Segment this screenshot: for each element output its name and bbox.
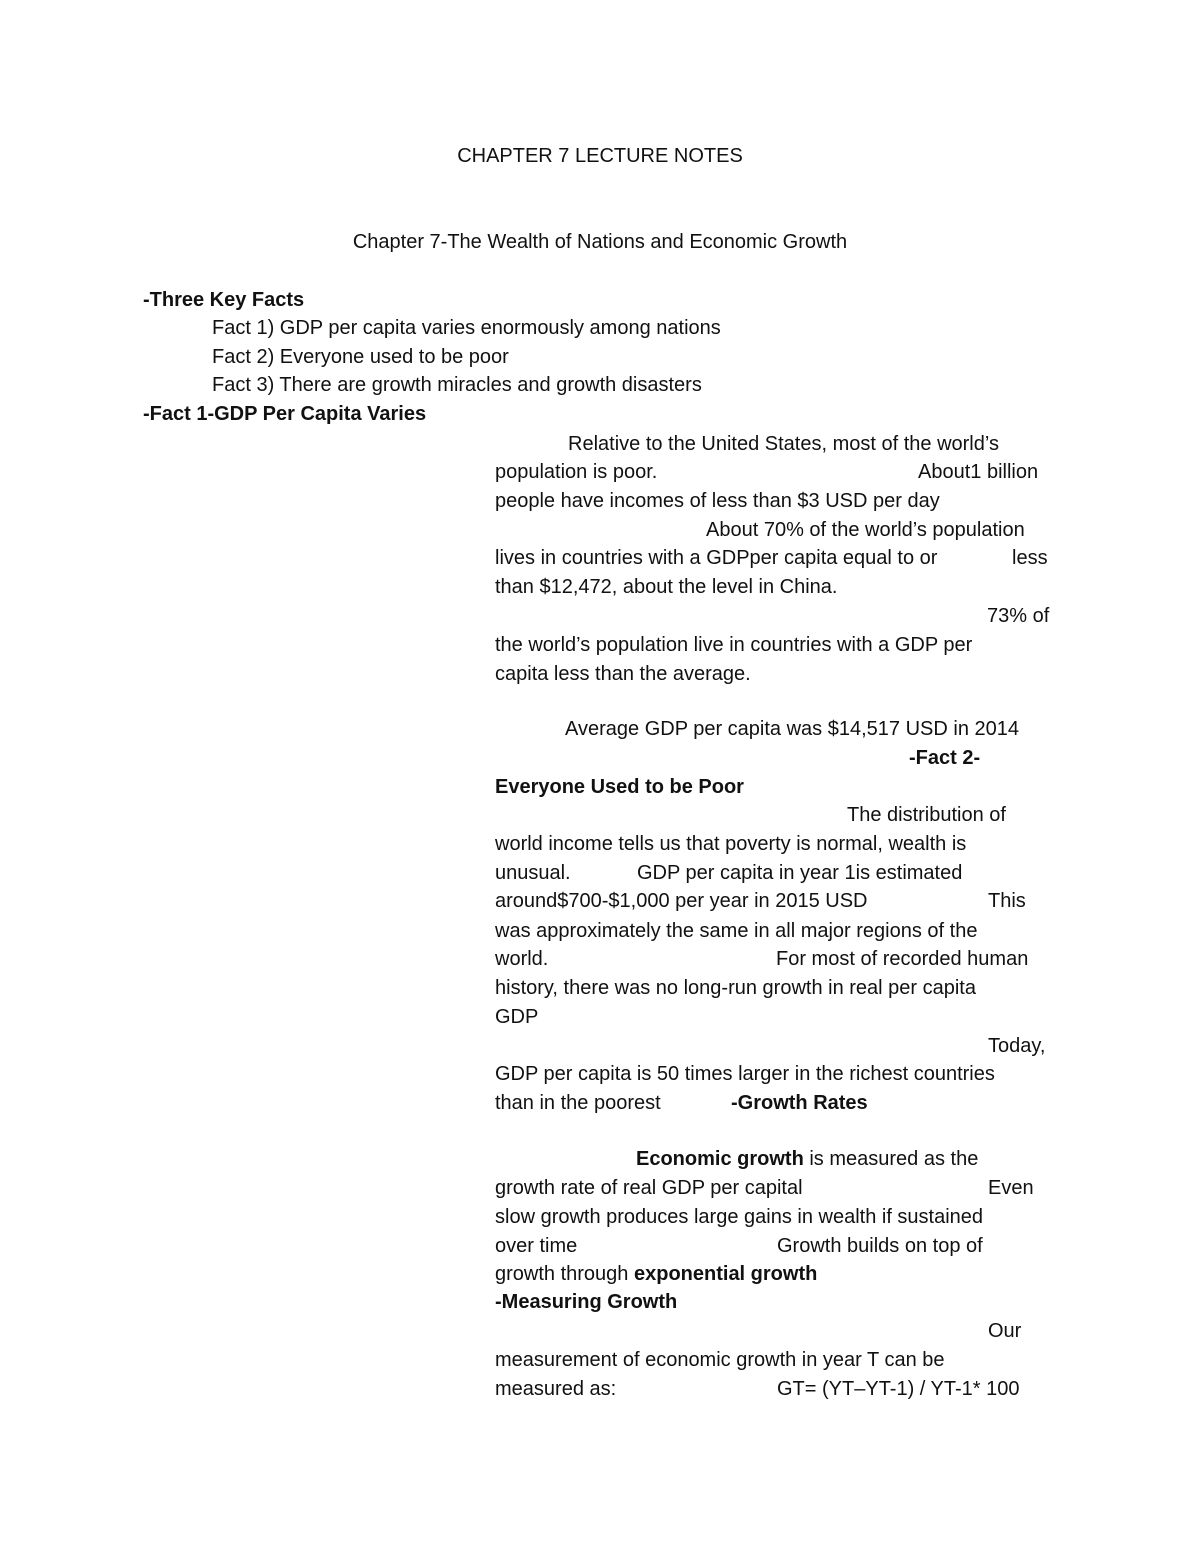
text-line: Relative to the United States, most of the world’s — [568, 433, 999, 455]
fact2-heading: Everyone Used to be Poor — [495, 776, 744, 798]
text-line: Average GDP per capita was $14,517 USD in 2014 — [565, 718, 1019, 740]
bold-term: exponential growth — [633, 1263, 818, 1285]
text-line: than $12,472, about the level in China. — [495, 576, 838, 598]
text-line: This — [988, 890, 1026, 912]
growth-rates-heading: -Growth Rates — [731, 1092, 868, 1114]
text-line: people have incomes of less than $3 USD per day — [495, 490, 940, 512]
text-line: About1 billion — [918, 461, 1039, 483]
text-line: Growth builds on top of — [777, 1235, 983, 1257]
page-title: CHAPTER 7 LECTURE NOTES — [457, 145, 743, 167]
bold-term: Economic growth — [636, 1148, 804, 1170]
fact2-heading-part: -Fact 2- — [909, 747, 981, 769]
key-fact-item: Fact 3) There are growth miracles and growth disasters — [212, 374, 702, 396]
text-line: slow growth produces large gains in wealth if sustained — [495, 1206, 984, 1228]
growth-formula: GT= (YT–YT-1) / YT-1* 100 — [777, 1378, 1020, 1400]
key-fact-item: Fact 2) Everyone used to be poor — [212, 346, 509, 368]
text-line: world income tells us that poverty is normal, wealth is — [495, 833, 967, 855]
text-line: over time — [495, 1235, 578, 1257]
text-line: GDP — [495, 1006, 539, 1028]
text-line: less — [1012, 547, 1048, 569]
text-line: Our — [988, 1320, 1022, 1342]
text-line: measured as: — [495, 1378, 617, 1400]
text-line: around$700-$1,000 per year in 2015 USD — [495, 890, 868, 912]
text-line: capita less than the average. — [495, 663, 751, 685]
text-line — [495, 1262, 817, 1286]
text-line: growth rate of real GDP per capital — [495, 1177, 803, 1199]
text-line: For most of recorded human — [776, 948, 1029, 970]
text-line: the world’s population live in countries with a GDP per — [495, 634, 973, 656]
text-line: About 70% of the world’s population — [706, 519, 1025, 541]
text-line: GDP per capita is 50 times larger in the richest countries — [495, 1063, 995, 1085]
key-fact-item: Fact 1) GDP per capita varies enormously among nations — [212, 317, 721, 339]
text-span: growth through — [495, 1263, 634, 1285]
text-line: population is poor. — [495, 461, 658, 483]
text-line: unusual. — [495, 862, 571, 884]
text-line: measurement of economic growth in year T can be — [495, 1349, 945, 1371]
text-line: was approximately the same in all major regions of the — [495, 920, 978, 942]
measuring-growth-heading: -Measuring Growth — [495, 1291, 678, 1313]
key-facts-heading: -Three Key Facts — [143, 289, 305, 311]
chapter-subtitle: Chapter 7-The Wealth of Nations and Economic Growth — [352, 231, 848, 253]
text-span: is measured as the — [803, 1148, 979, 1170]
text-line: world. — [495, 948, 549, 970]
text-line: GDP per capita in year 1is estimated — [637, 862, 963, 884]
text-line: 73% of — [987, 605, 1050, 627]
text-line: Even — [988, 1177, 1034, 1199]
fact1-heading: -Fact 1-GDP Per Capita Varies — [143, 403, 427, 425]
text-line: than in the poorest — [495, 1092, 661, 1114]
text-line: Today, — [988, 1035, 1046, 1057]
text-line — [636, 1147, 978, 1171]
text-line: lives in countries with a GDPper capita equal to or — [495, 547, 938, 569]
text-line: history, there was no long-run growth in real per capita — [495, 977, 976, 999]
text-line: The distribution of — [847, 804, 1006, 826]
